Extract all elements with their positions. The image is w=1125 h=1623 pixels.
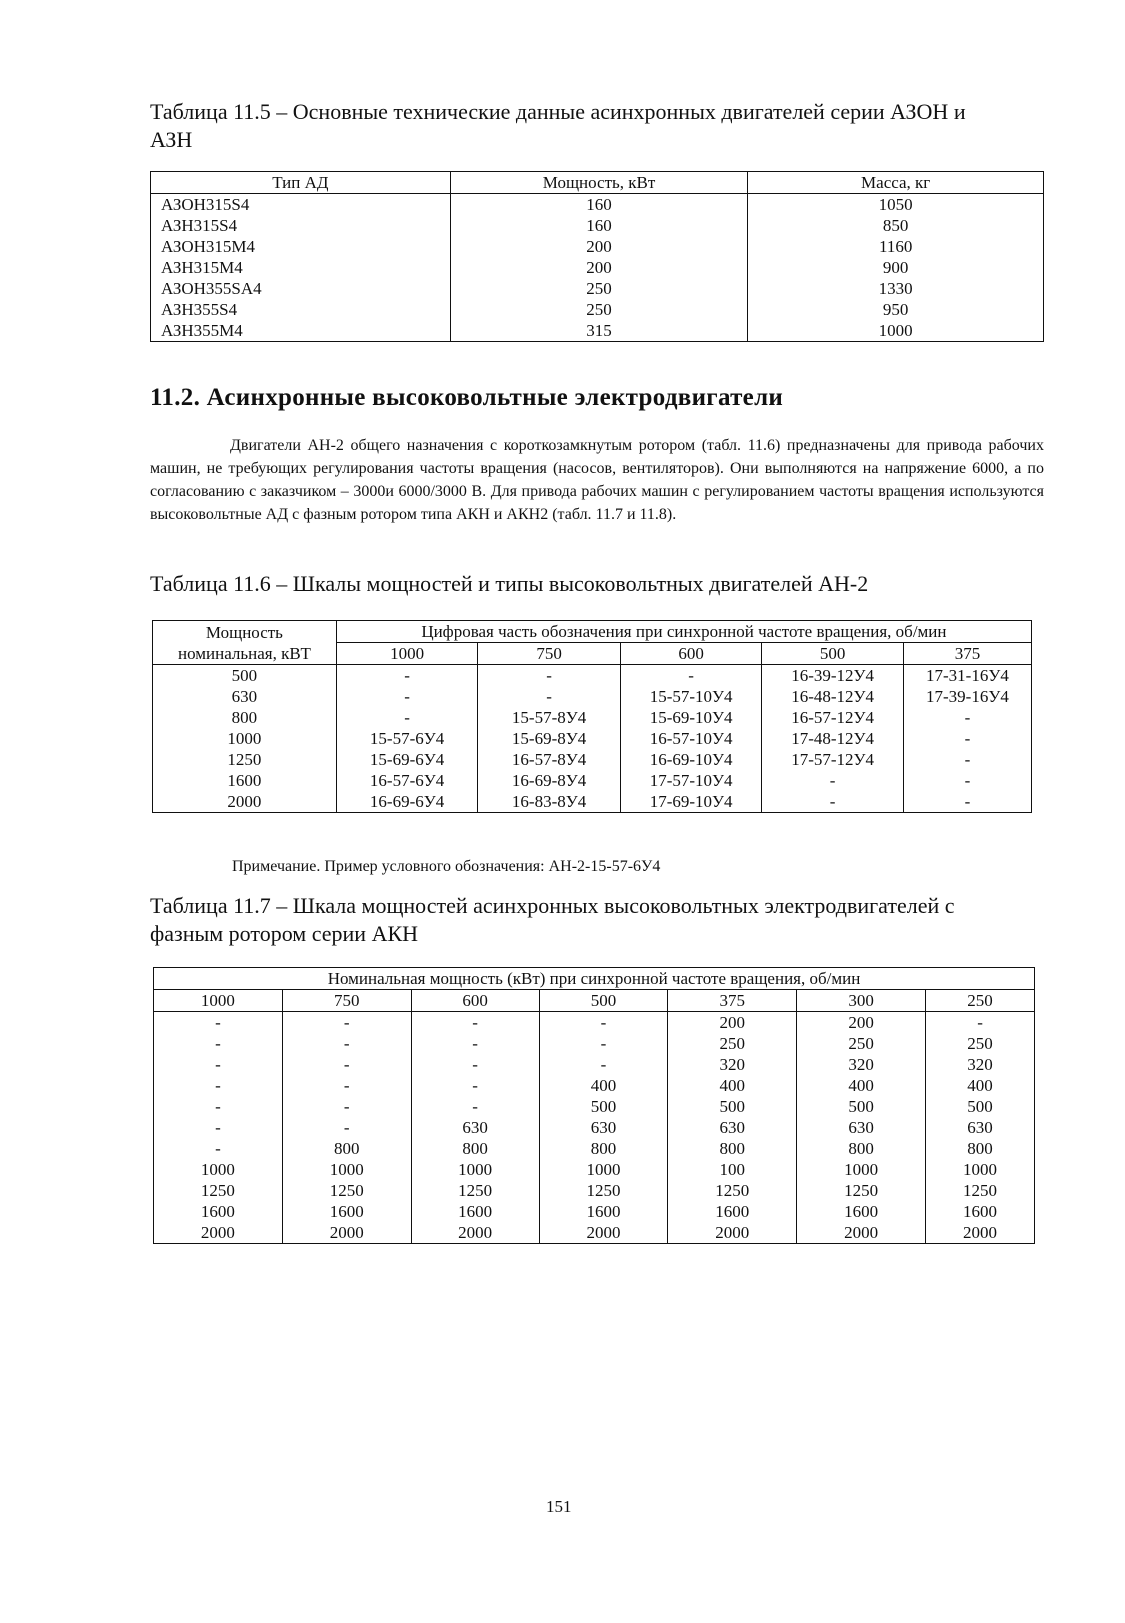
cell-code: - (903, 749, 1031, 770)
cell-value: 1000 (926, 1159, 1035, 1180)
cell-mass: 1330 (748, 278, 1044, 299)
cell-value: 800 (539, 1138, 668, 1159)
table-11-6-note: Примечание. Пример условного обозначения: АН-2-15-57-6У4 (232, 858, 661, 875)
cell-power: 250 (450, 299, 748, 320)
cell-value: 2000 (668, 1222, 797, 1244)
cell-value: 800 (282, 1138, 411, 1159)
table-row (154, 1138, 1035, 1159)
cell-code: - (903, 791, 1031, 813)
cell-power: 315 (450, 320, 748, 342)
table-row (153, 728, 1032, 749)
cell-value: - (154, 1096, 283, 1117)
cell-value: 1600 (926, 1201, 1035, 1222)
cell-mass: 1050 (748, 194, 1044, 216)
header-group: Номинальная мощность (кВт) при синхронной частоте вращения, об/мин (154, 968, 1035, 990)
cell-power: 500 (153, 665, 337, 687)
cell-value: 1250 (154, 1180, 283, 1201)
table-row (153, 770, 1032, 791)
page-number: 151 (546, 1497, 572, 1516)
header-speed: 250 (926, 990, 1035, 1012)
table-row (154, 1054, 1035, 1075)
cell-code: - (478, 665, 621, 687)
cell-type: АЗОН315М4 (151, 236, 451, 257)
header-speed: 500 (762, 643, 904, 665)
cell-code: - (903, 707, 1031, 728)
cell-value: - (282, 1096, 411, 1117)
table-row (153, 665, 1032, 687)
table-row (154, 1075, 1035, 1096)
cell-value: 1600 (539, 1201, 668, 1222)
cell-value: - (539, 1054, 668, 1075)
table-11-7 (153, 967, 1035, 1244)
cell-value: - (282, 1054, 411, 1075)
cell-code: - (903, 770, 1031, 791)
table-11-7-caption (150, 892, 1050, 948)
header-speed: 300 (797, 990, 926, 1012)
cell-value: - (154, 1054, 283, 1075)
cell-code: - (336, 707, 478, 728)
cell-type: АЗН355М4 (151, 320, 451, 342)
cell-value: - (411, 1096, 539, 1117)
cell-value: 630 (926, 1117, 1035, 1138)
cell-value: 630 (411, 1117, 539, 1138)
cell-code: 17-69-10У4 (620, 791, 762, 813)
cell-value: 630 (668, 1117, 797, 1138)
cell-code: 17-57-12У4 (762, 749, 904, 770)
table-11-7-caption-line1: Таблица 11.7 – Шкала мощностей асинхронных высоковольтных электродвигателей с (150, 893, 955, 918)
cell-code: - (762, 791, 904, 813)
table-11-6-caption: Таблица 11.6 – Шкалы мощностей и типы высоковольтных двигателей АН-2 (150, 571, 869, 596)
cell-value: 320 (668, 1054, 797, 1075)
cell-mass: 900 (748, 257, 1044, 278)
cell-value: - (411, 1012, 539, 1034)
table-header-row (153, 621, 1032, 643)
cell-code: 16-57-10У4 (620, 728, 762, 749)
cell-code: 16-39-12У4 (762, 665, 904, 687)
cell-code: - (336, 665, 478, 687)
cell-type: АЗН355S4 (151, 299, 451, 320)
table-row (154, 1012, 1035, 1034)
cell-value: 200 (797, 1012, 926, 1034)
cell-power: 630 (153, 686, 337, 707)
cell-power: 160 (450, 194, 748, 216)
cell-power: 800 (153, 707, 337, 728)
table-11-5 (150, 171, 1044, 342)
cell-value: - (282, 1075, 411, 1096)
cell-value: 1000 (539, 1159, 668, 1180)
header-power-line1: Мощность (205, 622, 283, 642)
cell-value: - (154, 1075, 283, 1096)
table-11-6 (152, 620, 1032, 813)
table-header-row (151, 172, 1044, 194)
header-speed: 750 (282, 990, 411, 1012)
cell-value: - (539, 1033, 668, 1054)
cell-power: 2000 (153, 791, 337, 813)
cell-value: 1000 (797, 1159, 926, 1180)
header-mass: Масса, кг (748, 172, 1044, 194)
cell-value: 630 (797, 1117, 926, 1138)
cell-value: 2000 (797, 1222, 926, 1244)
header-speed: 375 (903, 643, 1031, 665)
cell-value: 1250 (797, 1180, 926, 1201)
cell-value: 1600 (797, 1201, 926, 1222)
cell-mass: 950 (748, 299, 1044, 320)
cell-value: - (282, 1117, 411, 1138)
table-row (151, 236, 1044, 257)
cell-value: 250 (926, 1033, 1035, 1054)
table-row (154, 1159, 1035, 1180)
cell-value: 1000 (411, 1159, 539, 1180)
table-row (153, 749, 1032, 770)
cell-value: 320 (797, 1054, 926, 1075)
cell-value: 800 (411, 1138, 539, 1159)
header-speed: 375 (668, 990, 797, 1012)
cell-value: 2000 (282, 1222, 411, 1244)
cell-power: 1600 (153, 770, 337, 791)
cell-code: - (762, 770, 904, 791)
cell-type: АЗН315М4 (151, 257, 451, 278)
cell-value: 1250 (668, 1180, 797, 1201)
cell-value: 500 (668, 1096, 797, 1117)
cell-code: 16-57-6У4 (336, 770, 478, 791)
table-row (153, 686, 1032, 707)
cell-value: - (411, 1033, 539, 1054)
cell-code: 16-69-10У4 (620, 749, 762, 770)
cell-value: 630 (539, 1117, 668, 1138)
cell-code: 15-69-10У4 (620, 707, 762, 728)
cell-value: 1600 (411, 1201, 539, 1222)
cell-code: 16-83-8У4 (478, 791, 621, 813)
table-11-5-wrapper (150, 171, 1044, 342)
table-row (154, 1033, 1035, 1054)
table-row (151, 215, 1044, 236)
cell-value: 500 (539, 1096, 668, 1117)
cell-type: АЗН315S4 (151, 215, 451, 236)
table-row (153, 791, 1032, 813)
cell-power: 1250 (153, 749, 337, 770)
cell-power: 200 (450, 257, 748, 278)
cell-value: - (282, 1033, 411, 1054)
cell-value: - (282, 1012, 411, 1034)
cell-value: 250 (668, 1033, 797, 1054)
cell-code: 17-31-16У4 (903, 665, 1031, 687)
header-group: Цифровая часть обозначения при синхронной частоте вращения, об/мин (336, 621, 1031, 643)
header-speed: 600 (411, 990, 539, 1012)
cell-value: 320 (926, 1054, 1035, 1075)
cell-power: 1000 (153, 728, 337, 749)
cell-value: 800 (926, 1138, 1035, 1159)
cell-value: 1250 (539, 1180, 668, 1201)
header-speed: 750 (478, 643, 621, 665)
cell-value: 800 (797, 1138, 926, 1159)
header-power: Мощность, кВт (450, 172, 748, 194)
cell-code: 15-57-10У4 (620, 686, 762, 707)
cell-type: АЗОН355SA4 (151, 278, 451, 299)
cell-value: - (154, 1117, 283, 1138)
cell-value: 1000 (282, 1159, 411, 1180)
table-row (154, 1222, 1035, 1244)
cell-value: 400 (539, 1075, 668, 1096)
cell-value: - (539, 1012, 668, 1034)
cell-value: - (411, 1054, 539, 1075)
cell-mass: 850 (748, 215, 1044, 236)
cell-code: 16-69-8У4 (478, 770, 621, 791)
header-power-line2: номинальная, кВТ (177, 643, 311, 663)
header-type: Тип АД (151, 172, 451, 194)
cell-value: 250 (797, 1033, 926, 1054)
header-speed: 600 (620, 643, 762, 665)
table-11-7-wrapper (153, 967, 1035, 1244)
table-row (151, 299, 1044, 320)
table-11-5-caption (150, 98, 1050, 154)
cell-value: 400 (668, 1075, 797, 1096)
table-row (151, 320, 1044, 342)
cell-value: 1250 (926, 1180, 1035, 1201)
cell-code: - (620, 665, 762, 687)
table-row (153, 707, 1032, 728)
cell-value: 1600 (668, 1201, 797, 1222)
cell-value: 1600 (282, 1201, 411, 1222)
cell-value: 500 (797, 1096, 926, 1117)
table-row (154, 1096, 1035, 1117)
cell-value: 2000 (411, 1222, 539, 1244)
table-11-5-caption-line2: АЗН (150, 127, 193, 152)
cell-code: 16-69-6У4 (336, 791, 478, 813)
section-paragraph (150, 434, 1044, 526)
cell-value: 2000 (539, 1222, 668, 1244)
cell-value: - (154, 1012, 283, 1034)
table-row (151, 257, 1044, 278)
paragraph-text: Двигатели АН-2 общего назначения с короткозамкнутым ротором (табл. 11.6) предназначены для привода рабочих машин, не требующих регулирования частоты вращения (насосов, вентиляторов). Они выполняются на напряжение 6000, а по согласованию с заказчиком – 3000и 6000/3000 В. Для привода рабочих машин с регулированием частоты вращения используются высоковольтные АД с фазным ротором типа АКН и АКН2 (табл. 11.7 и 11.8). (150, 437, 1044, 523)
cell-code: 17-57-10У4 (620, 770, 762, 791)
cell-value: 2000 (154, 1222, 283, 1244)
cell-power: 250 (450, 278, 748, 299)
cell-mass: 1000 (748, 320, 1044, 342)
cell-value: 1250 (282, 1180, 411, 1201)
header-speed: 1000 (154, 990, 283, 1012)
cell-value: 1600 (154, 1201, 283, 1222)
cell-code: 15-57-8У4 (478, 707, 621, 728)
cell-code: - (903, 728, 1031, 749)
cell-code: 15-69-6У4 (336, 749, 478, 770)
cell-value: - (154, 1138, 283, 1159)
cell-power: 200 (450, 236, 748, 257)
cell-value: - (926, 1012, 1035, 1034)
table-speed-row (154, 990, 1035, 1012)
cell-code: 17-39-16У4 (903, 686, 1031, 707)
table-header-row (154, 968, 1035, 990)
cell-code: - (478, 686, 621, 707)
table-11-7-caption-line2: фазным ротором серии АКН (150, 921, 419, 946)
header-power (153, 621, 337, 665)
cell-power: 160 (450, 215, 748, 236)
table-11-5-caption-line1: Таблица 11.5 – Основные технические данные асинхронных двигателей серии АЗОН и (150, 99, 966, 124)
cell-value: - (154, 1033, 283, 1054)
cell-code: 16-57-12У4 (762, 707, 904, 728)
cell-value: 800 (668, 1138, 797, 1159)
cell-value: 400 (926, 1075, 1035, 1096)
cell-value: 500 (926, 1096, 1035, 1117)
table-row (154, 1180, 1035, 1201)
cell-code: - (336, 686, 478, 707)
section-heading: 11.2. Асинхронные высоковольтные электродвигатели (150, 384, 784, 411)
cell-type: АЗОН315S4 (151, 194, 451, 216)
cell-code: 16-48-12У4 (762, 686, 904, 707)
cell-value: 400 (797, 1075, 926, 1096)
table-11-6-wrapper (152, 620, 1032, 813)
table-row (151, 194, 1044, 216)
cell-value: 200 (668, 1012, 797, 1034)
cell-mass: 1160 (748, 236, 1044, 257)
cell-value: 1000 (154, 1159, 283, 1180)
table-row (151, 278, 1044, 299)
header-speed: 500 (539, 990, 668, 1012)
cell-value: 1250 (411, 1180, 539, 1201)
cell-code: 15-57-6У4 (336, 728, 478, 749)
cell-code: 16-57-8У4 (478, 749, 621, 770)
header-speed: 1000 (336, 643, 478, 665)
cell-value: - (411, 1075, 539, 1096)
cell-code: 17-48-12У4 (762, 728, 904, 749)
table-row (154, 1117, 1035, 1138)
cell-value: 2000 (926, 1222, 1035, 1244)
table-row (154, 1201, 1035, 1222)
cell-code: 15-69-8У4 (478, 728, 621, 749)
cell-value: 100 (668, 1159, 797, 1180)
